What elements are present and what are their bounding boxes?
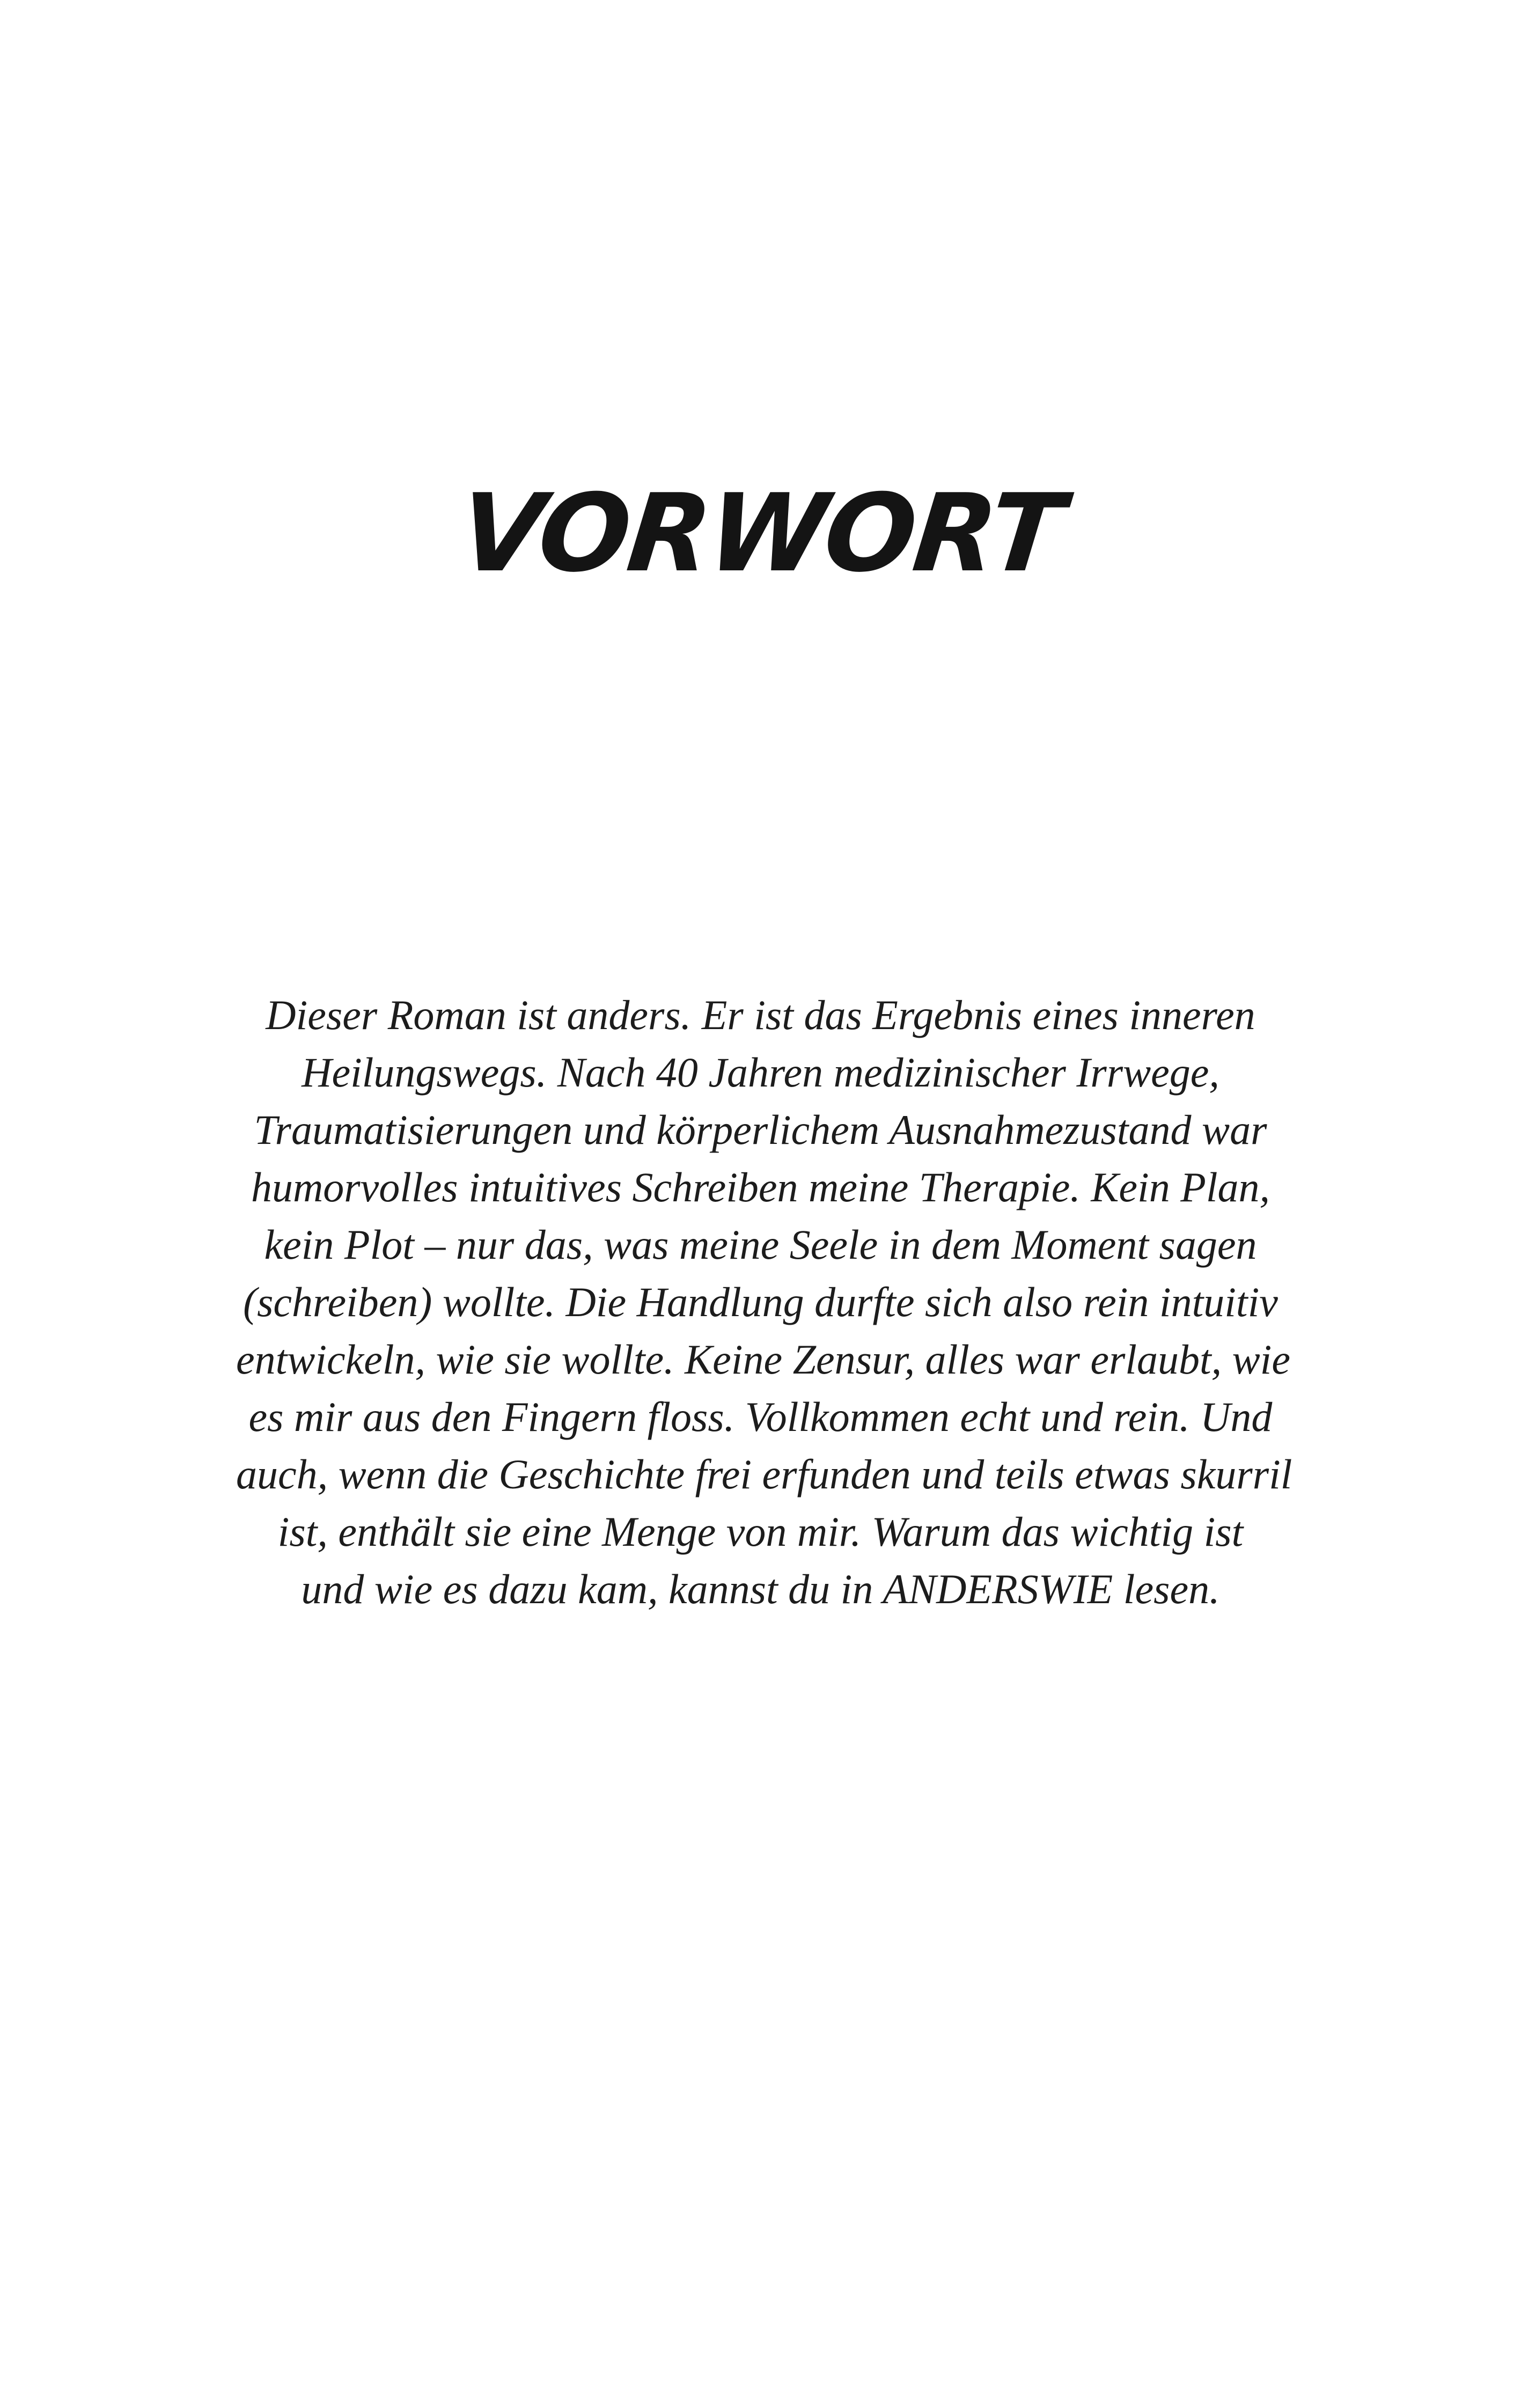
preface-line: ist, enthält sie eine Menge von mir. Warum das wichtig ist: [277, 1508, 1244, 1555]
preface-line: auch, wenn die Geschichte frei erfunden und teils etwas skurril: [236, 1451, 1292, 1497]
preface-line: Dieser Roman ist anders. Er ist das Ergebnis eines inneren: [266, 992, 1255, 1038]
preface-line: humorvolles intuitives Schreiben meine Therapie. Kein Plan,: [251, 1164, 1270, 1210]
preface-line: (schreiben) wollte. Die Handlung durfte sich also rein intuitiv: [243, 1279, 1278, 1325]
preface-line: und wie es dazu kam, kannst du in ANDERSWIE lesen.: [301, 1566, 1220, 1612]
preface-line: es mir aus den Fingern floss. Vollkommen echt und rein. Und: [248, 1393, 1273, 1440]
preface-line: entwickeln, wie sie wollte. Keine Zensur, alles war erlaubt, wie: [236, 1336, 1290, 1383]
preface-line: Traumatisierungen und körperlichem Ausnahmezustand war: [254, 1106, 1267, 1153]
chapter-title: VORWORT: [453, 471, 1068, 596]
preface-line: Heilungswegs. Nach 40 Jahren medizinischer Irrwege,: [302, 1049, 1219, 1096]
preface-line: kein Plot – nur das, was meine Seele in dem Moment sagen: [264, 1221, 1257, 1268]
preface-body: [236, 986, 1292, 1618]
